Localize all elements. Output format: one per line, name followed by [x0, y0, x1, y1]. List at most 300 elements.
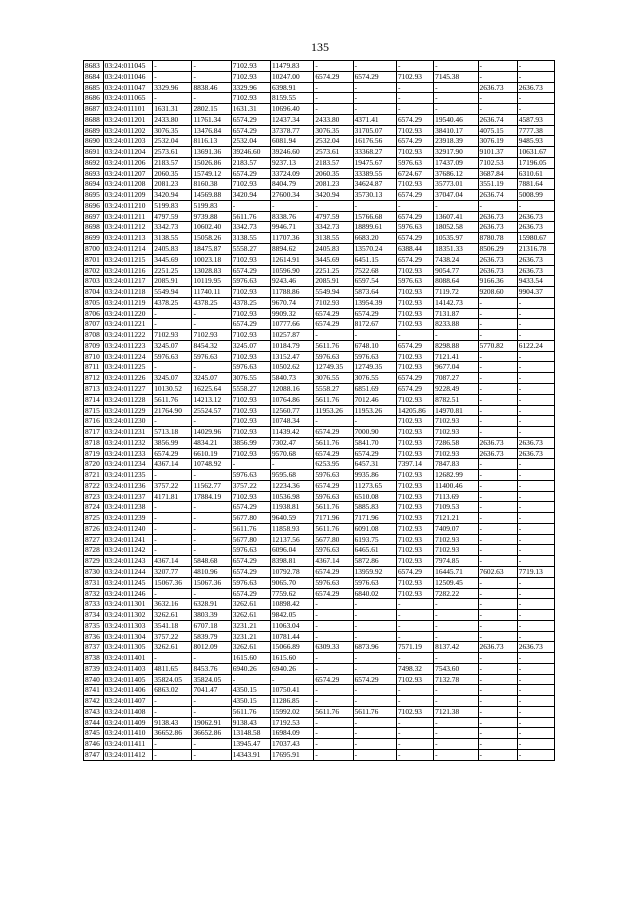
table-cell: 11400.46 — [434, 480, 478, 491]
table-cell: 3076.55 — [231, 373, 270, 384]
table-cell: - — [478, 416, 517, 427]
table-cell: 6574.29 — [353, 448, 396, 459]
table-cell: 35824.05 — [192, 674, 231, 685]
table-cell: 5611.76 — [314, 437, 353, 448]
table-cell: 7102.93 — [434, 427, 478, 438]
table-cell: 6574.29 — [231, 114, 270, 125]
table-cell: 8298.88 — [434, 340, 478, 351]
table-cell: - — [270, 674, 313, 685]
table-cell: - — [434, 93, 478, 104]
table-cell: 9138.43 — [231, 717, 270, 728]
table-cell: 4367.14 — [314, 556, 353, 567]
table-cell: 3207.77 — [153, 566, 192, 577]
table-row — [84, 125, 555, 136]
table-cell: 8739 — [84, 663, 104, 674]
table-cell: 2636.74 — [478, 114, 517, 125]
table-cell: - — [478, 61, 517, 72]
table-cell: 2183.57 — [153, 157, 192, 168]
table-cell: 03:24:011303 — [103, 620, 153, 631]
table-cell: 5885.83 — [353, 502, 396, 513]
table-cell: 7145.38 — [434, 71, 478, 82]
table-cell: - — [478, 459, 517, 470]
table-cell: 6574.29 — [231, 265, 270, 276]
table-cell: 8160.38 — [192, 179, 231, 190]
table-cell: 5848.68 — [192, 556, 231, 567]
table-cell: 03:24:011201 — [103, 114, 153, 125]
table-cell: - — [396, 728, 433, 739]
table-cell: - — [396, 61, 433, 72]
table-cell: 16445.71 — [434, 566, 478, 577]
table-row — [84, 685, 555, 696]
table-cell: 14970.81 — [434, 405, 478, 416]
table-cell: 7571.19 — [396, 642, 433, 653]
table-cell: - — [396, 739, 433, 750]
table-row — [84, 599, 555, 610]
table-cell: 9166.36 — [478, 276, 517, 287]
table-row — [84, 157, 555, 168]
table-cell: 03:24:011403 — [103, 663, 153, 674]
table-row — [84, 405, 555, 416]
table-cell: - — [517, 513, 554, 524]
table-cell: - — [396, 104, 433, 115]
table-row — [84, 104, 555, 115]
table-cell: - — [478, 534, 517, 545]
table-cell: 12560.77 — [270, 405, 313, 416]
table-row — [84, 653, 555, 664]
table-cell: 8727 — [84, 534, 104, 545]
table-cell: - — [434, 696, 478, 707]
table-cell: 5976.63 — [314, 577, 353, 588]
table-cell: - — [192, 502, 231, 513]
table-cell: - — [517, 750, 554, 761]
table-cell: 19062.91 — [192, 717, 231, 728]
table-cell: 3632.16 — [153, 599, 192, 610]
table-cell: - — [353, 416, 396, 427]
table-cell: - — [192, 588, 231, 599]
table-cell: 3757.22 — [153, 631, 192, 642]
table-cell: 1631.31 — [231, 104, 270, 115]
table-cell: 2636.73 — [517, 211, 554, 222]
table-cell: - — [434, 200, 478, 211]
table-cell: 15026.86 — [192, 157, 231, 168]
table-cell: 7102.93 — [396, 706, 433, 717]
table-cell: 8729 — [84, 556, 104, 567]
table-cell: 8088.64 — [434, 276, 478, 287]
table-cell: 7102.53 — [478, 157, 517, 168]
table-cell: - — [192, 71, 231, 82]
table-cell: 5839.79 — [192, 631, 231, 642]
table-cell: - — [478, 674, 517, 685]
table-cell: 9677.04 — [434, 362, 478, 373]
table-cell: - — [314, 750, 353, 761]
table-cell: 8780.78 — [478, 233, 517, 244]
table-cell: 6574.29 — [314, 448, 353, 459]
table-cell: - — [192, 545, 231, 556]
table-cell: 7102.93 — [396, 523, 433, 534]
table-cell: 5611.76 — [314, 706, 353, 717]
table-cell: - — [396, 200, 433, 211]
table-cell: - — [314, 663, 353, 674]
table-cell: - — [231, 200, 270, 211]
table-cell: 5976.63 — [231, 276, 270, 287]
table-cell: - — [478, 545, 517, 556]
table-cell: 6574.29 — [353, 308, 396, 319]
table-cell: 03:24:011213 — [103, 233, 153, 244]
table-cell: 19475.67 — [353, 157, 396, 168]
table-cell: 7102.93 — [231, 405, 270, 416]
table-cell: 2636.73 — [478, 254, 517, 265]
table-cell: - — [153, 653, 192, 664]
table-cell: 7102.93 — [396, 674, 433, 685]
table-row — [84, 728, 555, 739]
table-cell: 35730.13 — [353, 190, 396, 201]
table-cell: 7102.93 — [153, 330, 192, 341]
table-cell: 7102.93 — [396, 308, 433, 319]
table-cell: 7102.93 — [434, 416, 478, 427]
table-cell: 03:24:011209 — [103, 190, 153, 201]
table-cell: 10602.40 — [192, 222, 231, 233]
table-cell: - — [314, 696, 353, 707]
table-cell: - — [396, 599, 433, 610]
table-cell: 37047.04 — [434, 190, 478, 201]
table-cell: - — [353, 104, 396, 115]
table-cell: 2085.91 — [153, 276, 192, 287]
table-cell: 9101.37 — [478, 147, 517, 158]
table-cell: 10764.86 — [270, 394, 313, 405]
table-cell: 7041.47 — [192, 685, 231, 696]
table-cell: - — [478, 599, 517, 610]
table-row — [84, 93, 555, 104]
table-cell: 13152.47 — [270, 351, 313, 362]
table-cell: 7113.69 — [434, 491, 478, 502]
table-cell: 8172.67 — [353, 319, 396, 330]
table-cell: 03:24:011047 — [103, 82, 153, 93]
table-cell: - — [478, 502, 517, 513]
table-cell: 03:24:011245 — [103, 577, 153, 588]
table-cell: 3231.21 — [231, 620, 270, 631]
table-cell: 4378.25 — [192, 297, 231, 308]
table-cell: 36652.86 — [192, 728, 231, 739]
table-cell: - — [396, 685, 433, 696]
table-cell: 7102.93 — [314, 297, 353, 308]
table-cell: 8690 — [84, 136, 104, 147]
table-cell: 6574.29 — [314, 319, 353, 330]
table-cell: - — [478, 750, 517, 761]
table-cell: 5770.82 — [478, 340, 517, 351]
table-cell: - — [478, 308, 517, 319]
table-row — [84, 610, 555, 621]
table-cell: 7102.93 — [396, 427, 433, 438]
table-cell: 5976.63 — [314, 491, 353, 502]
table-cell: - — [396, 330, 433, 341]
table-cell: - — [434, 728, 478, 739]
table-cell: - — [434, 82, 478, 93]
table-cell: - — [153, 696, 192, 707]
table-cell: 7087.27 — [434, 373, 478, 384]
table-cell: 33389.55 — [353, 168, 396, 179]
table-cell: 5611.76 — [314, 502, 353, 513]
table-cell: 9065.70 — [270, 577, 313, 588]
table-cell: 8685 — [84, 82, 104, 93]
table-cell: 7881.64 — [517, 179, 554, 190]
table-cell: - — [153, 362, 192, 373]
table-row — [84, 513, 555, 524]
table-cell: - — [517, 577, 554, 588]
table-cell: 39246.60 — [231, 147, 270, 158]
table-cell: - — [517, 383, 554, 394]
table-cell: 6465.61 — [353, 545, 396, 556]
table-cell: 3757.22 — [153, 480, 192, 491]
table-cell: 8703 — [84, 276, 104, 287]
table-cell: 7102.93 — [396, 513, 433, 524]
table-cell: 7522.68 — [353, 265, 396, 276]
table-cell: - — [478, 513, 517, 524]
table-cell: - — [434, 653, 478, 664]
table-cell: 8720 — [84, 459, 104, 470]
table-cell: 8704 — [84, 287, 104, 298]
table-row — [84, 362, 555, 373]
table-cell: - — [517, 200, 554, 211]
table-cell: 12137.56 — [270, 534, 313, 545]
table-cell: - — [314, 685, 353, 696]
table-cell: 5558.27 — [231, 244, 270, 255]
table-cell: 17695.91 — [270, 750, 313, 761]
table-cell: - — [517, 534, 554, 545]
table-cell: - — [517, 297, 554, 308]
table-cell: - — [517, 663, 554, 674]
table-row — [84, 168, 555, 179]
table-cell: - — [270, 459, 313, 470]
table-row — [84, 523, 555, 534]
table-cell: 8137.42 — [434, 642, 478, 653]
table-cell: 7102.93 — [434, 448, 478, 459]
table-cell: - — [434, 620, 478, 631]
table-cell: - — [353, 610, 396, 621]
table-cell: 9904.37 — [517, 287, 554, 298]
table-cell: 8233.88 — [434, 319, 478, 330]
table-cell: 33368.27 — [353, 147, 396, 158]
table-cell: 03:24:011202 — [103, 125, 153, 136]
table-cell: 6310.61 — [517, 168, 554, 179]
table-cell: 37686.12 — [434, 168, 478, 179]
table-cell: 3342.73 — [314, 222, 353, 233]
table-cell: 03:24:011216 — [103, 265, 153, 276]
table-cell: 8705 — [84, 297, 104, 308]
table-cell: 2636.73 — [478, 211, 517, 222]
table-cell: 8713 — [84, 383, 104, 394]
table-row — [84, 448, 555, 459]
table-cell: 7397.14 — [396, 459, 433, 470]
table-cell: 2636.73 — [478, 448, 517, 459]
table-row — [84, 200, 555, 211]
table-cell: 03:24:011401 — [103, 653, 153, 664]
table-cell: 17037.43 — [270, 739, 313, 750]
table-cell: 17196.05 — [517, 157, 554, 168]
table-cell: 39246.60 — [270, 147, 313, 158]
table-cell: 8724 — [84, 502, 104, 513]
table-cell: 7102.93 — [396, 147, 433, 158]
table-cell: 1615.60 — [231, 653, 270, 664]
table-cell: 17884.19 — [192, 491, 231, 502]
table-cell: 7102.93 — [396, 394, 433, 405]
table-cell: 03:24:011412 — [103, 750, 153, 761]
table-cell: 6398.91 — [270, 82, 313, 93]
table-cell: - — [192, 416, 231, 427]
table-cell: - — [353, 599, 396, 610]
table-cell: 7102.93 — [231, 254, 270, 265]
table-row — [84, 61, 555, 72]
table-cell: 3856.99 — [231, 437, 270, 448]
table-cell: 8731 — [84, 577, 104, 588]
table-cell: 18351.33 — [434, 244, 478, 255]
data-table — [83, 60, 555, 761]
table-cell: 2573.61 — [153, 147, 192, 158]
table-cell: - — [192, 696, 231, 707]
table-cell: - — [517, 502, 554, 513]
table-cell: - — [517, 620, 554, 631]
table-cell: - — [517, 405, 554, 416]
table-cell: 6574.29 — [231, 588, 270, 599]
table-cell: 5976.63 — [353, 351, 396, 362]
table-cell: 8894.62 — [270, 244, 313, 255]
table-cell: - — [478, 588, 517, 599]
table-cell: - — [314, 82, 353, 93]
table-cell: 7102.93 — [434, 545, 478, 556]
table-cell: 03:24:011232 — [103, 437, 153, 448]
table-cell: 8338.76 — [270, 211, 313, 222]
table-cell: 6457.31 — [353, 459, 396, 470]
table-cell: - — [517, 104, 554, 115]
table-cell: - — [396, 620, 433, 631]
table-cell: 03:24:011229 — [103, 405, 153, 416]
table-cell: 7012.46 — [353, 394, 396, 405]
table-cell: 7847.83 — [434, 459, 478, 470]
table-cell: 3329.96 — [153, 82, 192, 93]
table-cell: 03:24:011210 — [103, 200, 153, 211]
table-cell: 8734 — [84, 610, 104, 621]
table-cell: 14205.86 — [396, 405, 433, 416]
table-cell: - — [434, 104, 478, 115]
table-cell: 5976.63 — [192, 351, 231, 362]
table-cell: 5199.83 — [153, 200, 192, 211]
table-cell: 6863.02 — [153, 685, 192, 696]
table-cell: 5976.63 — [314, 351, 353, 362]
table-cell: 12749.35 — [353, 362, 396, 373]
table-cell: 03:24:011240 — [103, 523, 153, 534]
table-cell: 3856.99 — [153, 437, 192, 448]
table-cell: - — [353, 685, 396, 696]
table-cell: 7171.96 — [314, 513, 353, 524]
table-cell: 15058.26 — [192, 233, 231, 244]
table-cell: 7282.22 — [434, 588, 478, 599]
table-cell: 03:24:011223 — [103, 340, 153, 351]
table-cell: 10535.97 — [434, 233, 478, 244]
table-cell: - — [478, 620, 517, 631]
table-row — [84, 750, 555, 761]
table-cell: 3138.55 — [314, 233, 353, 244]
table-cell: 2636.73 — [517, 254, 554, 265]
table-cell: - — [517, 631, 554, 642]
table-cell: 9237.13 — [270, 157, 313, 168]
table-cell: 7102.93 — [396, 556, 433, 567]
table-cell: 7102.93 — [231, 416, 270, 427]
table-cell: - — [153, 739, 192, 750]
table-cell: 11479.83 — [270, 61, 313, 72]
table-cell: - — [434, 739, 478, 750]
table-cell: - — [517, 523, 554, 534]
table-cell: 03:24:011411 — [103, 739, 153, 750]
table-cell: 10257.87 — [270, 330, 313, 341]
table-cell: - — [478, 319, 517, 330]
table-cell: 11740.11 — [192, 287, 231, 298]
table-cell: 7777.38 — [517, 125, 554, 136]
table-cell: 35824.05 — [153, 674, 192, 685]
table-cell: 6574.29 — [353, 674, 396, 685]
table-cell: 7102.93 — [396, 297, 433, 308]
table-cell: 8683 — [84, 61, 104, 72]
table-row — [84, 480, 555, 491]
table-cell: 10596.90 — [270, 265, 313, 276]
table-cell: 7543.60 — [434, 663, 478, 674]
table-cell: 2433.80 — [314, 114, 353, 125]
table-cell: - — [153, 319, 192, 330]
table-cell: 11953.26 — [353, 405, 396, 416]
table-cell: 4378.25 — [231, 297, 270, 308]
table-cell: 11938.81 — [270, 502, 313, 513]
table-cell: 7102.93 — [396, 588, 433, 599]
table-cell: 5976.63 — [396, 222, 433, 233]
table-cell: - — [517, 459, 554, 470]
table-cell: - — [353, 750, 396, 761]
table-cell: - — [478, 394, 517, 405]
table-cell: 7171.96 — [353, 513, 396, 524]
table-cell: - — [478, 297, 517, 308]
table-cell: 9243.46 — [270, 276, 313, 287]
table-cell: - — [478, 491, 517, 502]
table-row — [84, 319, 555, 330]
table-cell: 1631.31 — [153, 104, 192, 115]
table-cell: 14029.96 — [192, 427, 231, 438]
table-cell: - — [153, 416, 192, 427]
table-cell: 03:24:011239 — [103, 513, 153, 524]
table-cell: 9595.68 — [270, 470, 313, 481]
table-cell: 5976.63 — [231, 577, 270, 588]
table-row — [84, 297, 555, 308]
table-cell: 03:24:011208 — [103, 179, 153, 190]
table-cell: 6574.29 — [396, 340, 433, 351]
table-cell: 8159.55 — [270, 93, 313, 104]
table-cell: - — [434, 717, 478, 728]
table-cell: - — [517, 416, 554, 427]
table-row — [84, 534, 555, 545]
table-cell: 6574.29 — [353, 71, 396, 82]
table-cell: 03:24:011046 — [103, 71, 153, 82]
table-cell: 9570.68 — [270, 448, 313, 459]
table-cell: 6253.95 — [314, 459, 353, 470]
table-cell: - — [192, 653, 231, 664]
table-cell: 9228.49 — [434, 383, 478, 394]
table-cell: - — [353, 631, 396, 642]
table-cell: - — [478, 427, 517, 438]
table-cell: 5611.76 — [314, 523, 353, 534]
table-cell: - — [314, 717, 353, 728]
table-cell: 7102.93 — [396, 416, 433, 427]
table-cell: 8730 — [84, 566, 104, 577]
table-cell: 2405.83 — [153, 244, 192, 255]
table-cell: 27600.34 — [270, 190, 313, 201]
table-cell: 03:24:011065 — [103, 93, 153, 104]
table-cell: 13476.84 — [192, 125, 231, 136]
